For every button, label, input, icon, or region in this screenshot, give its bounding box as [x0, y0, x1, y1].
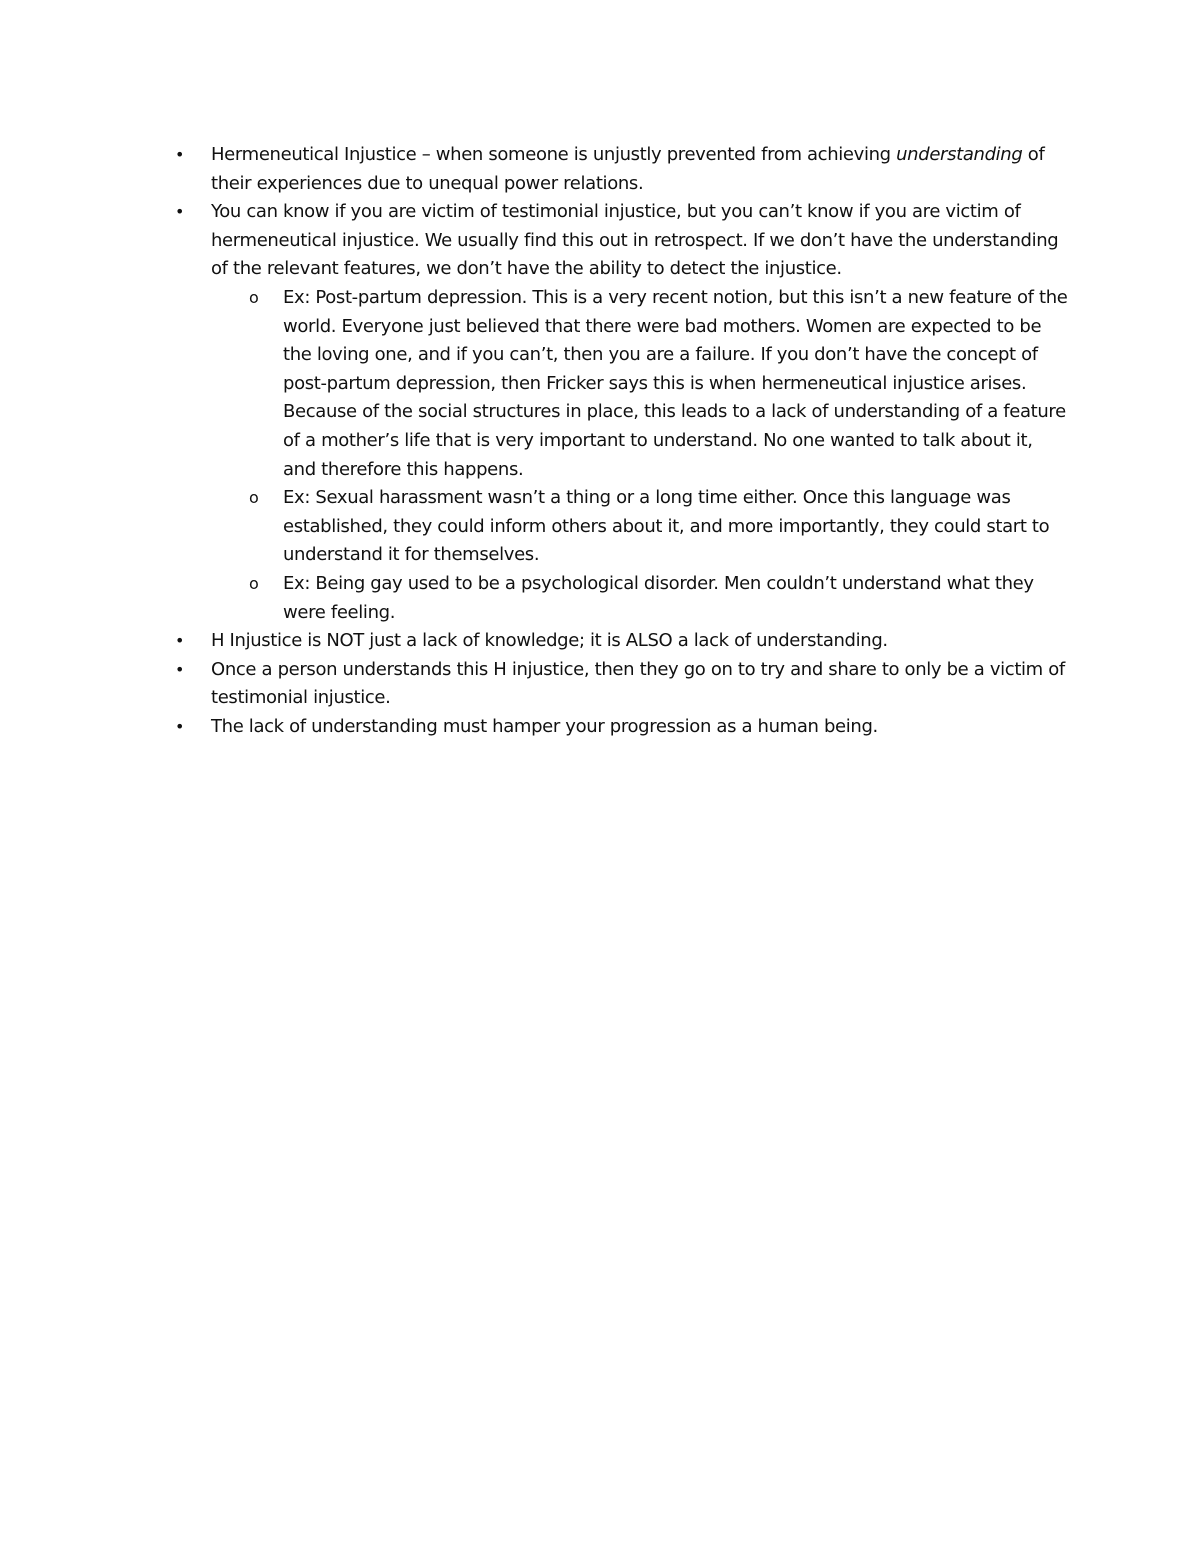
bullet-text: Once a person understands this H injustice, then they go on to try and share to only be a victim of testimonial injustice. [211, 658, 1065, 709]
sub-bullet-text: Ex: Being gay used to be a psychological disorder. Men couldn’t understand what they were feeling. [283, 572, 1034, 623]
bullet-text-prefix: Hermeneutical Injustice – when someone is unjustly prevented from achieving [211, 144, 897, 165]
bullet-item-hermeneutical-injustice [170, 141, 1070, 198]
sub-bullet-text: Ex: Post-partum depression. This is a very recent notion, but this isn’t a new feature of the world. Everyone just believed that there were bad mothers. Women are expected to be the loving one, and if you can’t, then you are a failure. If you don’t have the concept of post-partum depression, then Fricker says this is when hermeneutical injustice arises. Because of the social structures in place, this leads to a lack of understanding of a feature of a mother’s life that is very important to understand. No one wanted to talk about it, and therefore this happens. [283, 286, 1068, 480]
bullet-item-once-person-understands [170, 656, 1070, 713]
bullet-marker: • [175, 145, 185, 164]
notes-list [170, 141, 1070, 741]
bullet-item-not-just-knowledge [170, 627, 1070, 656]
sub-bullet-item-being-gay [170, 570, 1070, 627]
bullet-text: H Injustice is NOT just a lack of knowledge; it is ALSO a lack of understanding. [211, 630, 888, 652]
bullet-marker: • [175, 659, 185, 679]
bullet-text: You can know if you are victim of testimonial injustice, but you can’t know if you are victim of hermeneutical injustice. We usually find this out in retrospect. If we don’t have the understanding of the relevant features, we don’t have the ability to detect the injustice. [211, 201, 1059, 280]
bullet-marker: • [175, 716, 185, 736]
bullet-marker: • [175, 202, 185, 222]
bullet-text: The lack of understanding must hamper your progression as a human being. [211, 715, 878, 737]
sub-bullet-item-sexual-harassment [170, 484, 1070, 570]
bullet-item-testimonial-vs-hermeneutical [170, 198, 1070, 284]
bullet-marker: • [175, 631, 185, 651]
bullet-item-lack-of-understanding [170, 713, 1070, 742]
sub-bullet-item-post-partum [170, 284, 1070, 484]
bullet-text-italic: understanding [896, 144, 1023, 165]
sub-bullet-marker: o [249, 488, 259, 508]
sub-bullet-text: Ex: Sexual harassment wasn’t a thing or a long time either. Once this language was established, they could inform others about it, and more importantly, they could start to understand it for themselves. [283, 487, 1050, 566]
sub-bullet-marker: o [249, 287, 259, 307]
bullet-text-suffix: of their experiences due to unequal power relations. [211, 144, 1045, 194]
sub-bullet-marker: o [249, 573, 259, 593]
